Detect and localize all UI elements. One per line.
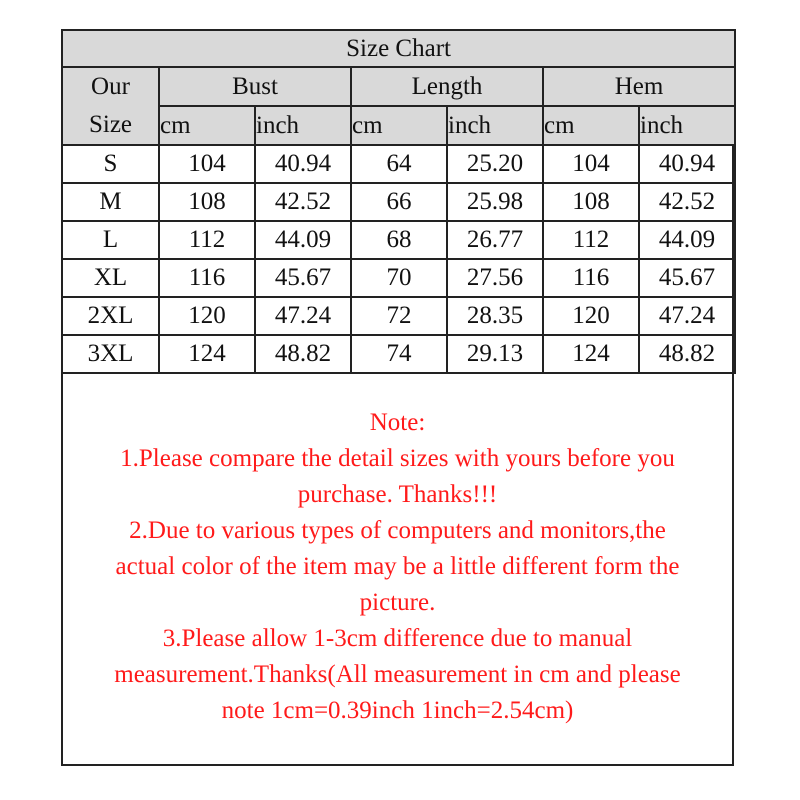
- measurement-cell: 28.35: [447, 297, 543, 335]
- note-line: actual color of the item may be a little different form the: [115, 553, 680, 580]
- group-header-hem: Hem: [543, 67, 735, 106]
- measurement-cell: 48.82: [255, 335, 351, 373]
- measurement-cell: 45.67: [639, 259, 735, 297]
- size-cell: XL: [62, 259, 159, 297]
- notes-heading: Note:: [369, 409, 426, 436]
- measurement-cell: 66: [351, 183, 447, 221]
- note-line: 2.Due to various types of computers and monitors,the: [129, 517, 666, 544]
- measurement-cell: 47.24: [639, 297, 735, 335]
- size-rows: [62, 145, 735, 373]
- measurement-cell: 68: [351, 221, 447, 259]
- table-row: [62, 297, 735, 335]
- table-row: [62, 145, 735, 183]
- measurement-cell: 120: [543, 297, 639, 335]
- unit-header: inch: [639, 106, 735, 145]
- measurement-cell: 47.24: [255, 297, 351, 335]
- note-line: picture.: [359, 589, 436, 616]
- size-chart-table: [61, 29, 736, 374]
- size-cell: M: [62, 183, 159, 221]
- unit-header: inch: [447, 106, 543, 145]
- note-line: note 1cm=0.39inch 1inch=2.54cm): [221, 697, 574, 724]
- size-cell: 3XL: [62, 335, 159, 373]
- unit-header: cm: [351, 106, 447, 145]
- measurement-cell: 42.52: [639, 183, 735, 221]
- measurement-cell: 40.94: [639, 145, 735, 183]
- measurement-cell: 104: [159, 145, 255, 183]
- size-chart-frame: [61, 29, 734, 766]
- unit-header: cm: [159, 106, 255, 145]
- notes-section: [63, 405, 732, 729]
- unit-header: cm: [543, 106, 639, 145]
- measurement-cell: 27.56: [447, 259, 543, 297]
- measurement-cell: 74: [351, 335, 447, 373]
- table-row: [62, 221, 735, 259]
- measurement-cell: 44.09: [639, 221, 735, 259]
- note-line: purchase. Thanks!!!: [297, 481, 498, 508]
- measurement-cell: 42.52: [255, 183, 351, 221]
- measurement-cell: 108: [159, 183, 255, 221]
- measurement-cell: 64: [351, 145, 447, 183]
- chart-title: Size Chart: [62, 30, 735, 67]
- size-cell: 2XL: [62, 297, 159, 335]
- table-row: [62, 183, 735, 221]
- unit-header: inch: [255, 106, 351, 145]
- measurement-cell: 26.77: [447, 221, 543, 259]
- size-header-line2: Size: [88, 111, 133, 138]
- measurement-cell: 108: [543, 183, 639, 221]
- measurement-cell: 112: [543, 221, 639, 259]
- measurement-cell: 116: [543, 259, 639, 297]
- size-cell: L: [62, 221, 159, 259]
- measurement-cell: 116: [159, 259, 255, 297]
- size-header-line1: Our: [91, 73, 130, 100]
- group-header-length: Length: [351, 67, 543, 106]
- table-row: [62, 259, 735, 297]
- size-cell: S: [62, 145, 159, 183]
- measurement-cell: 48.82: [639, 335, 735, 373]
- measurement-cell: 25.98: [447, 183, 543, 221]
- measurement-cell: 70: [351, 259, 447, 297]
- measurement-cell: 104: [543, 145, 639, 183]
- measurement-cell: 72: [351, 297, 447, 335]
- measurement-cell: 25.20: [447, 145, 543, 183]
- measurement-cell: 45.67: [255, 259, 351, 297]
- table-row: [62, 335, 735, 373]
- measurement-cell: 44.09: [255, 221, 351, 259]
- note-line: measurement.Thanks(All measurement in cm and please: [114, 661, 681, 688]
- measurement-cell: 124: [543, 335, 639, 373]
- size-column-header: [62, 67, 159, 145]
- measurement-cell: 29.13: [447, 335, 543, 373]
- note-line: 3.Please allow 1-3cm difference due to manual: [162, 625, 633, 652]
- measurement-cell: 40.94: [255, 145, 351, 183]
- measurement-cell: 120: [159, 297, 255, 335]
- measurement-cell: 112: [159, 221, 255, 259]
- group-header-bust: Bust: [159, 67, 351, 106]
- measurement-cell: 124: [159, 335, 255, 373]
- note-line: 1.Please compare the detail sizes with yours before you: [120, 445, 675, 472]
